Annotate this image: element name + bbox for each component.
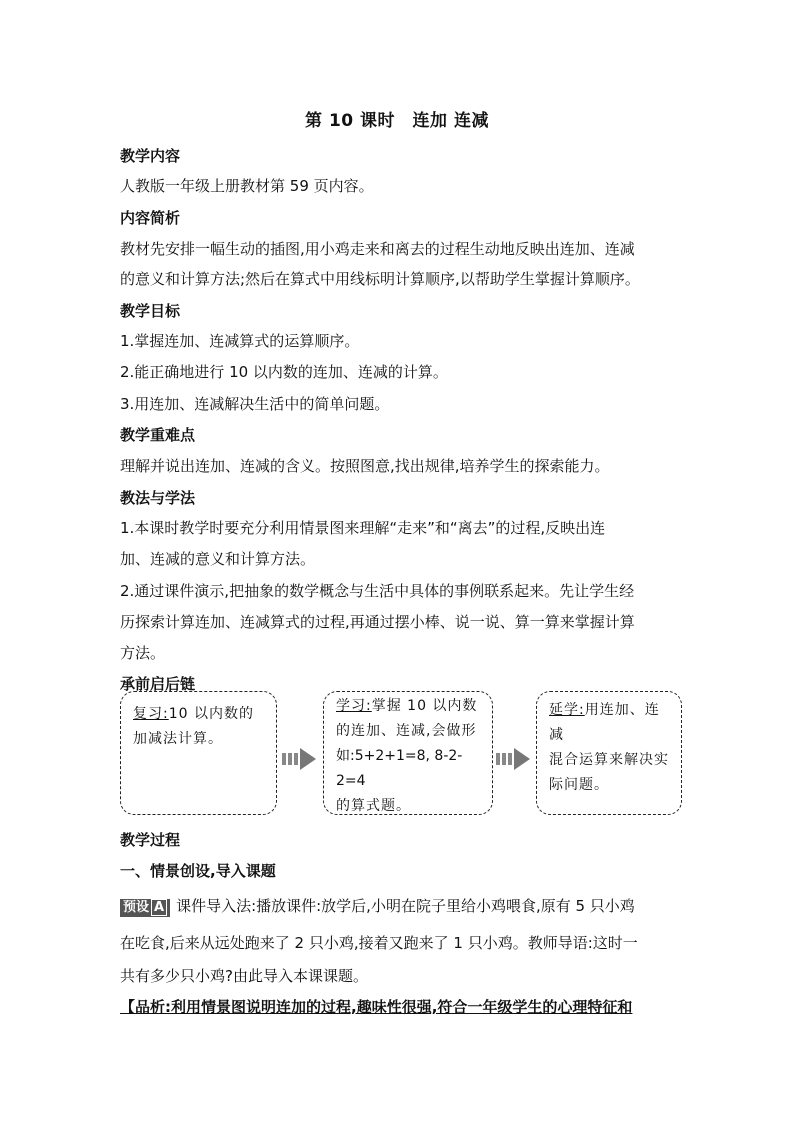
heading-content: 教学内容 [120, 147, 181, 165]
process-subheading: 一、情景创设,导入课题 [120, 862, 276, 880]
goal-1: 1.掌握连加、连减算式的运算顺序。 [120, 332, 360, 350]
method-1b: 加、连减的意义和计算方法。 [120, 550, 316, 568]
learn-line-1: 掌握 10 以内数 [371, 698, 478, 714]
method-2a: 2.通过课件演示,把抽象的数学概念与生活中具体的事例联系起来。先让学生经 [120, 582, 635, 600]
heading-method: 教法与学法 [120, 489, 196, 507]
heading-key: 教学重难点 [120, 426, 196, 444]
learn-line-3: 如:5+2+1=8, 8-2-2=4 [336, 748, 463, 789]
extend-line-2: 混合运算来解决实 [549, 752, 669, 768]
learn-line-4: 的算式题。 [336, 798, 411, 814]
goal-3: 3.用连加、连减解决生活中的简单问题。 [120, 395, 390, 413]
extend-line-3: 际问题。 [549, 777, 609, 793]
page-title: 第 10 课时 连加 连减 [305, 111, 489, 131]
process-para-2: 在吃食,后来从远处跑来了 2 只小鸡,接着又跑来了 1 只小鸡。教师导语:这时一 [120, 934, 638, 952]
heading-chain: 承前启后链 [120, 675, 196, 693]
goal-2: 2.能正确地进行 10 以内数的连加、连减的计算。 [120, 363, 448, 381]
extend-label: 延学: [549, 702, 585, 718]
heading-goals: 教学目标 [120, 302, 181, 320]
process-para-1 [120, 895, 680, 917]
analysis-line-1: 教材先安排一幅生动的插图,用小鸡走来和离去的过程生动地反映出连加、连减 [120, 240, 635, 258]
chain-box-review [120, 691, 277, 815]
arrow-right-icon [496, 748, 532, 770]
learn-label: 学习: [336, 698, 372, 714]
learn-line-2: 的连加、连减,会做形 [336, 723, 477, 739]
method-2c: 方法。 [120, 644, 166, 662]
key-text: 理解并说出连加、连减的含义。按照图意,找出规律,培养学生的探索能力。 [120, 457, 610, 475]
review-line-2: 加减法计算。 [133, 731, 223, 747]
review-label: 复习: [133, 706, 169, 722]
content-text: 人教版一年级上册教材第 59 页内容。 [120, 177, 374, 195]
process-para-3: 共有多少只小鸡?由此导入本课课题。 [120, 967, 368, 985]
analysis-note: 【品析:利用情景图说明连加的过程,趣味性很强,符合一年级学生的心理特征和 [120, 998, 633, 1016]
chain-box-extend [536, 691, 682, 815]
review-line-1: 10 以内数的 [168, 706, 254, 722]
heading-analysis: 内容简析 [120, 209, 181, 227]
extend-line-1: 用连加、连减 [549, 702, 660, 743]
method-2b: 历探索计算连加、连减算式的过程,再通过摆小棒、说一说、算一算来掌握计算 [120, 613, 635, 631]
preset-badge [120, 899, 170, 917]
preset-label: 预设 [123, 900, 150, 915]
process-text-1: 课件导入法:播放课件:放学后,小明在院子里给小鸡喂食,原有 5 只小鸡 [176, 897, 635, 915]
chain-box-learn [323, 691, 493, 815]
method-1a: 1.本课时教学时要充分利用情景图来理解“走来”和“离去”的过程,反映出连 [120, 519, 606, 537]
arrow-right-icon [282, 748, 318, 770]
analysis-line-2: 的意义和计算方法;然后在算式中用线标明计算顺序,以帮助学生掌握计算顺序。 [120, 270, 640, 288]
heading-process: 教学过程 [120, 831, 181, 849]
preset-letter: A [151, 899, 167, 916]
